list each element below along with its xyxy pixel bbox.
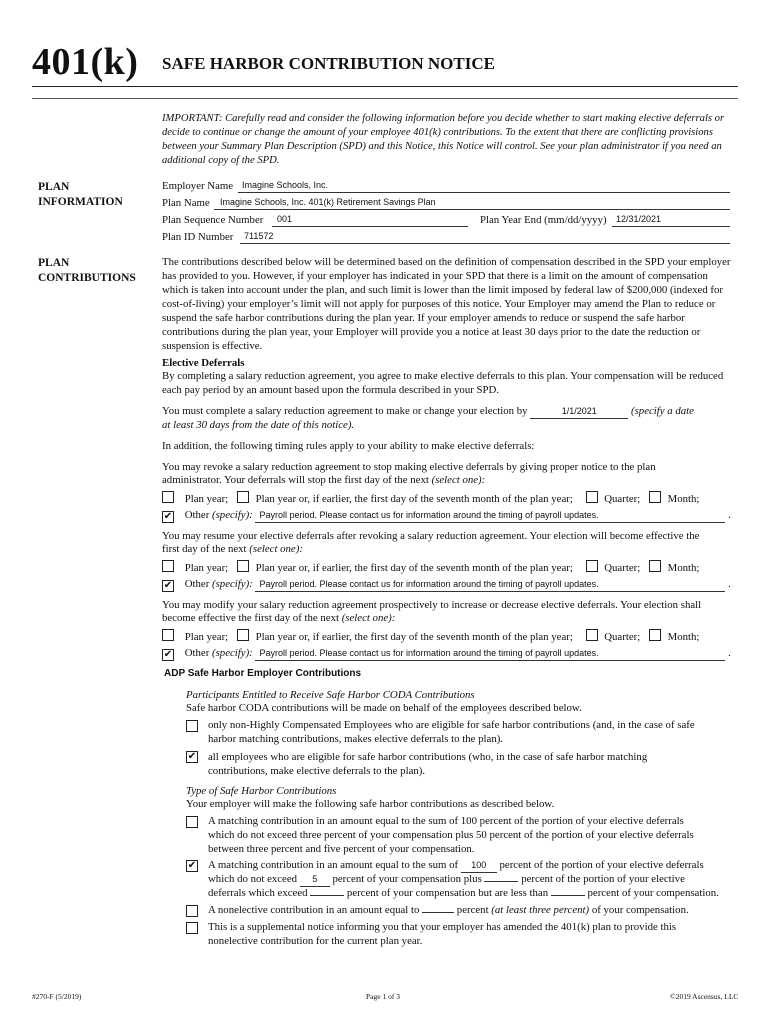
form-number: 401(k) — [32, 41, 139, 83]
plan-year-end-field[interactable] — [612, 213, 730, 227]
option-label: Quarter; — [604, 562, 641, 574]
modify-plan-year-checkbox[interactable] — [162, 629, 174, 641]
must-complete-spec-2: at least 30 days from the date of this notice). — [162, 419, 355, 431]
match-basic-checkbox[interactable] — [186, 816, 198, 828]
resume-other-row — [162, 577, 731, 592]
modify-seventh-month-checkbox[interactable] — [237, 629, 249, 641]
resume-plan-year-checkbox[interactable] — [162, 560, 174, 572]
section-heading-line: PLAN — [38, 181, 70, 193]
must-complete-date[interactable]: 1/1/2021 — [530, 404, 628, 419]
plan-id-value: 711572 — [244, 231, 274, 241]
match-custom-text: deferrals which exceed — [208, 887, 308, 899]
form-id: #270-F (5/2019) — [32, 992, 82, 1001]
modify-text-2: become effective the first day of the next — [162, 612, 339, 624]
section-heading-line: PLAN — [38, 257, 70, 269]
plan-year-end-value: 12/31/2021 — [616, 214, 662, 224]
modify-options-row — [162, 629, 699, 644]
option-label: Month; — [667, 562, 700, 574]
modify-text-2-line — [162, 611, 395, 625]
option-label: Plan year; — [184, 562, 229, 574]
modify-other-row — [162, 646, 731, 661]
plan-name-label: Plan Name — [162, 197, 210, 209]
revoke-quarter-checkbox[interactable] — [586, 491, 598, 503]
copyright: ©2019 Ascensus, LLC — [670, 992, 739, 1001]
nonelective-text: percent — [456, 904, 489, 916]
resume-text-1: You may resume your elective deferrals after revoking a salary reduction agreement. Your election will become effective the — [162, 530, 700, 542]
match-custom-text: A matching contribution in an amount equal to the sum of — [208, 859, 459, 871]
important-notice: IMPORTANT: Carefully read and consider the following information before you decide whether to start making elective deferrals or decide to continue or change the amount of your employee 401(k) contributions. To the extent that there are conflicting provisions between your Summary Plan Description (SPD) and this Notice, this Notice will control. See your plan administrator if you need an additional copy of the SPD. — [162, 113, 725, 166]
adp-nhce-text-1: only non-Highly Compensated Employees who are eligible for safe harbor contributions (and, in the case of safe — [208, 719, 695, 731]
supplemental-checkbox[interactable] — [186, 922, 198, 934]
match-custom-text: percent of your compensation but are less than — [346, 887, 549, 899]
option-label: Plan year; — [184, 631, 229, 643]
section-heading-line: INFORMATION — [38, 196, 123, 208]
resume-seventh-month-checkbox[interactable] — [237, 560, 249, 572]
option-label: Month; — [667, 493, 700, 505]
employer-name-value: Imagine Schools, Inc. — [242, 180, 329, 190]
revoke-seventh-month-checkbox[interactable] — [237, 491, 249, 503]
page-title: SAFE HARBOR CONTRIBUTION NOTICE — [162, 54, 495, 73]
match-basic-text-2: which do not exceed three percent of your compensation plus 50 percent of the portion of your elective deferrals — [208, 829, 694, 841]
resume-other-checkbox[interactable]: ✔ — [163, 580, 173, 591]
nonelective-pct-field[interactable] — [422, 912, 454, 913]
period: . — [728, 509, 731, 521]
section-heading-line: CONTRIBUTIONS — [38, 272, 136, 284]
match-custom-text: percent of the portion of your elective deferrals — [499, 859, 704, 871]
match-custom-text: percent of your compensation plus — [332, 873, 482, 885]
elective-deferrals-text: By completing a salary reduction agreement, you agree to make elective deferrals to this plan. Your compensation will be reduced each pay period by an amount based upon the formula described in your SPD. — [162, 370, 724, 396]
page-number: Page 1 of 3 — [366, 992, 400, 1001]
revoke-other-field[interactable]: Payroll period. Please contact us for information around the timing of payroll updates. — [255, 508, 725, 523]
modify-month-checkbox[interactable] — [649, 629, 661, 641]
plan-sequence-field[interactable] — [272, 213, 468, 227]
option-label: Plan year; — [184, 493, 229, 505]
option-label: Month; — [667, 631, 700, 643]
option-label: Quarter; — [604, 631, 641, 643]
match-custom-text: percent of the portion of your elective — [521, 873, 685, 885]
contributions-intro: The contributions described below will be determined based on the definition of compensation described in the SPD your employer has provided to you. However, if your employer has indicated in your SPD that there is a limit on the amount of compensation which is taken into account under the plan, and such limit is lower than the limit imposed by federal law of $200,000 (indexed for cost-of-living) your employer’s limit will not apply for purposes of this notice. Your Employer may amend the Plan to reduce or suspend the safe harbor contributions during the plan year. If your employer amends to reduce or suspend the safe harbor contributions during the plan year, your Employer will provide you a notice at least 30 days prior to the date the reduction or suspension is effective. — [162, 256, 731, 352]
nonelective-checkbox[interactable] — [186, 905, 198, 917]
select-one-label: (select one): — [341, 612, 396, 624]
plan-information-heading — [38, 180, 123, 210]
revoke-text-2: administrator. Your deferrals will stop the first day of the next — [162, 474, 429, 486]
adp-all-text-2: contributions, make elective deferrals to the plan). — [208, 765, 426, 777]
plan-year-end-label: Plan Year End (mm/dd/yyyy) — [480, 214, 607, 226]
plan-sequence-label: Plan Sequence Number — [162, 214, 264, 226]
option-label: Plan year or, if earlier, the first day of the seventh month of the plan year; — [255, 631, 573, 643]
match-custom-line-2 — [208, 872, 685, 887]
must-complete-spec: (specify a date — [631, 405, 694, 417]
type-heading: Type of Safe Harbor Contributions — [186, 785, 337, 797]
match-limit-3-field[interactable] — [551, 895, 585, 896]
plan-id-label: Plan ID Number — [162, 231, 234, 243]
match-custom-line-3 — [208, 886, 719, 900]
supplemental-text-1: This is a supplemental notice informing you that your employer has amended the 401(k) plan to provide this — [208, 921, 677, 933]
header-rule-top — [32, 86, 738, 87]
nonelective-text: of your compensation. — [591, 904, 689, 916]
plan-id-field[interactable] — [240, 230, 730, 244]
participants-heading: Participants Entitled to Receive Safe Harbor CODA Contributions — [186, 689, 475, 701]
specify-label: (specify): — [212, 578, 253, 590]
nonelective-line — [208, 903, 689, 917]
match-basic-text-1: A matching contribution in an amount equal to the sum of 100 percent of the portion of your elective deferrals — [208, 815, 684, 827]
nonelective-text: A nonelective contribution in an amount equal to — [208, 904, 420, 916]
revoke-options-row — [162, 491, 699, 506]
match-custom-text: percent of your compensation. — [587, 887, 719, 899]
specify-label: (specify): — [212, 647, 253, 659]
resume-options-row — [162, 560, 699, 575]
elective-deferrals-heading: Elective Deferrals — [162, 357, 245, 369]
match-basic-text-3: between three percent and five percent of your compensation. — [208, 843, 475, 855]
plan-name-field[interactable] — [214, 196, 730, 210]
modify-text-1: You may modify your salary reduction agreement prospectively to increase or decrease elective deferrals. Your election shall — [162, 599, 702, 611]
resume-month-checkbox[interactable] — [649, 560, 661, 572]
match-pct-2-field[interactable] — [484, 881, 518, 882]
revoke-text-2-line — [162, 473, 485, 487]
adp-all-checkbox[interactable]: ✔ — [187, 751, 197, 762]
must-complete-line — [162, 404, 694, 419]
specify-label: (specify): — [212, 509, 253, 521]
option-label: Other — [184, 509, 210, 521]
revoke-other-row — [162, 508, 731, 523]
plan-sequence-value: 001 — [277, 214, 293, 224]
resume-text-2: first day of the next — [162, 543, 247, 555]
option-label: Plan year or, if earlier, the first day of the seventh month of the plan year; — [255, 493, 573, 505]
adp-nhce-text-2b: harbor matching contributions, makes elective deferrals to the plan). — [208, 733, 504, 745]
plan-contributions-heading — [38, 256, 136, 286]
option-label: Other — [184, 578, 210, 590]
timing-rules-text: In addition, the following timing rules apply to your ability to make elective deferrals: — [162, 440, 535, 452]
modify-quarter-checkbox[interactable] — [586, 629, 598, 641]
match-custom-text: which do not exceed — [208, 873, 298, 885]
select-one-label: (select one): — [249, 543, 303, 555]
revoke-text-1: You may revoke a salary reduction agreement to stop making elective deferrals by giving proper notice to the plan — [162, 461, 656, 473]
adp-all-text-1: all employees who are eligible for safe harbor contributions (who, in the case of safe harbor matching — [208, 751, 648, 763]
plan-name-value: Imagine Schools, Inc. 401(k) Retirement Savings Plan — [220, 197, 436, 207]
resume-quarter-checkbox[interactable] — [586, 560, 598, 572]
employer-name-field[interactable] — [238, 179, 730, 193]
supplemental-text-2: nonelective contribution for the current plan year. — [208, 935, 423, 947]
adp-nhce-checkbox[interactable] — [186, 720, 198, 732]
option-label: Plan year or, if earlier, the first day of the seventh month of the plan year; — [255, 562, 573, 574]
adp-heading: ADP Safe Harbor Employer Contributions — [164, 668, 362, 679]
period: . — [728, 647, 731, 659]
type-text: Your employer will make the following safe harbor contributions as described below. — [186, 798, 555, 810]
select-one-label: (select one): — [431, 474, 486, 486]
nonelective-text: (at least three percent) — [491, 904, 590, 916]
modify-other-checkbox[interactable]: ✔ — [163, 649, 173, 660]
option-label: Quarter; — [604, 493, 641, 505]
match-limit-1-field[interactable]: 5 — [300, 872, 330, 887]
header-rule-bottom — [32, 98, 738, 99]
revoke-plan-year-checkbox[interactable] — [162, 491, 174, 503]
match-limit-2-field[interactable] — [310, 895, 344, 896]
participants-text: Safe harbor CODA contributions will be made on behalf of the employees described below. — [186, 702, 582, 714]
revoke-month-checkbox[interactable] — [649, 491, 661, 503]
match-custom-checkbox[interactable]: ✔ — [187, 860, 197, 871]
modify-other-field[interactable]: Payroll period. Please contact us for information around the timing of payroll updates. — [255, 646, 725, 661]
resume-other-field[interactable]: Payroll period. Please contact us for information around the timing of payroll updates. — [255, 577, 725, 592]
match-pct-1-field[interactable]: 100 — [461, 858, 497, 873]
resume-text-2-line — [162, 542, 303, 556]
must-complete-text: You must complete a salary reduction agreement to make or change your election by — [162, 405, 528, 417]
period: . — [728, 578, 731, 590]
employer-name-label: Employer Name — [162, 180, 234, 192]
match-custom-line-1 — [208, 858, 704, 873]
option-label: Other — [184, 647, 210, 659]
revoke-other-checkbox[interactable]: ✔ — [163, 511, 173, 522]
